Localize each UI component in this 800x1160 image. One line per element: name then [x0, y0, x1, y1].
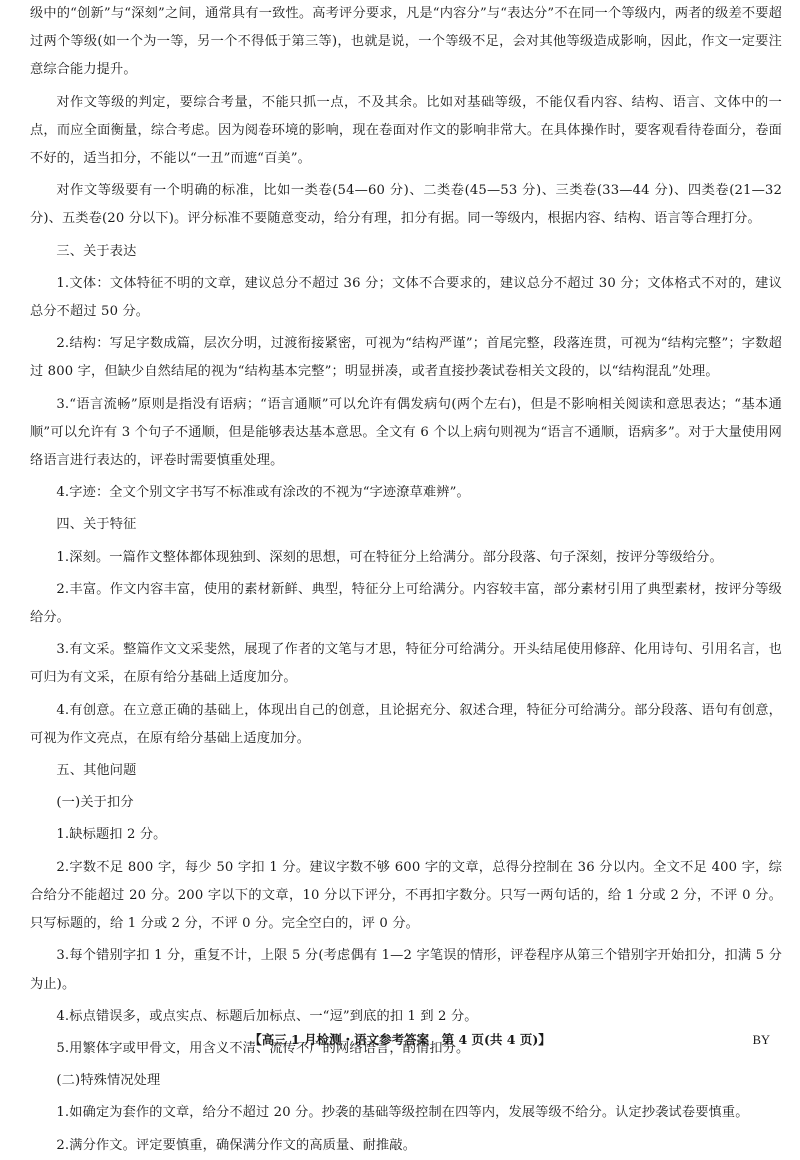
footer-code: BY: [752, 1033, 770, 1047]
footer-page-info: 【高三 1 月检测・语文参考答案 第 4 页(共 4 页)】: [249, 1032, 551, 1047]
subsection-heading-special: (二)特殊情况处理: [56, 1073, 161, 1089]
paragraph-deduction-title: 1.缺标题扣 2 分。: [56, 827, 167, 843]
paragraph-expression-handwriting: 4.字迹：全文个别文字书写不标准或有涂改的不视为“字迹潦草难辨”。: [56, 485, 470, 501]
paragraph-feature-richness: 2.丰富。作文内容丰富，使用的素材新鲜、典型，特征分上可给满分。内容较丰富，部分素材引用了典型素材，按评分等级给分。: [30, 581, 782, 626]
paragraph-deduction-wordcount: 2.字数不足 800 字，每少 50 字扣 1 分。建议字数不够 600 字的文章，总得分控制在 36 分以内。全文不足 400 字，综合给分不能超过 20 分。200 字以下的文章，10 分以下评分，不再扣字数分。只写一两句话的，给 1 分或 2 分，不评 0 分。只写标题的，给 1 分或 2 分，不评 0 分。完全空白的，评 0 分。: [30, 859, 782, 932]
paragraph-deduction-typos: 3.每个错别字扣 1 分，重复不计，上限 5 分(考虑偶有 1—2 字笔误的情形，评卷程序从第三个错别字开始扣分，扣满 5 分为止)。: [30, 948, 782, 992]
paragraph-deduction-traditional: 5.用繁体字或甲骨文，用含义不清、流传不广的网络语言，酌情扣分。: [56, 1040, 470, 1056]
paragraph-expression-genre: 1.文体：文体特征不明的文章，建议总分不超过 36 分；文体不合要求的，建议总分不超过 30 分；文体格式不对的，建议总分不超过 50 分。: [30, 275, 782, 320]
paragraph-continuation: 级中的“创新”与“深刻”之间，通常具有一致性。高考评分要求，凡是“内容分”与“表达分”不在同一个等级内，两者的级差不要超过两个等级(如一个为一等，另一个不得低于第三等)，也就是说，一个等级不足，会对其他等级造成影响，因此，作文一定要注意综合能力提升。: [30, 6, 782, 78]
paragraph-grade-standard: 对作文等级要有一个明确的标准，比如一类卷(54—60 分)、二类卷(45—53 分)、三类卷(33—44 分)、四类卷(21—32 分)、五类卷(20 分以下)。评分标准不要随意变动，给分有理，扣分有据。同一等级内，根据内容、结构、语言等合理打分。: [30, 183, 782, 227]
paragraph-feature-depth: 1.深刻。一篇作文整体都体现独到、深刻的思想，可在特征分上给满分。部分段落、句子深刻，按评分等级给分。: [56, 549, 723, 565]
paragraph-feature-literary: 3.有文采。整篇作文文采斐然，展现了作者的文笔与才思，特征分可给满分。开头结尾使用修辞、化用诗句、引用名言，也可归为有文采，在原有给分基础上适度加分。: [30, 642, 782, 686]
paragraph-special-fullmark: 2.满分作文。评定要慎重，确保满分作文的高质量、耐推敲。: [56, 1137, 417, 1153]
subsection-heading-deductions: (一)关于扣分: [56, 795, 134, 811]
paragraph-expression-language: 3.“语言流畅”原则是指没有语病；“语言通顺”可以允许有偶发病句(两个左右)，但是不影响相关阅读和意思表达；“基本通顺”可以允许有 3 个句子不通顺，但是能够表达基本意思。全文有 6 个以上病句则视为“语言不通顺，语病多”。对于大量使用网络语言进行表达的，评卷时需要慎重处理。: [30, 396, 782, 469]
section-heading-features: 四、关于特征: [56, 517, 137, 533]
paragraph-expression-structure: 2.结构：写足字数成篇，层次分明，过渡衔接紧密，可视为“结构严谨”；首尾完整，段落连贯，可视为“结构完整”；字数超过 800 字，但缺少自然结尾的视为“结构基本完整”；明显拼凑，或者直接抄袭试卷相关文段的，以“结构混乱”处理。: [30, 336, 782, 380]
paragraph-deduction-punctuation: 4.标点错误多，或点实点、标题后加标点、一“逗”到底的扣 1 到 2 分。: [56, 1008, 478, 1024]
section-heading-expression: 三、关于表达: [56, 243, 137, 259]
paragraph-feature-creativity: 4.有创意。在立意正确的基础上，体现出自己的创意，且论据充分、叙述合理，特征分可给满分。部分段落、语句有创意，可视为作文亮点，在原有给分基础上适度加分。: [30, 702, 782, 746]
section-heading-other: 五、其他问题: [56, 763, 137, 779]
document-body: [30, 0, 782, 1160]
paragraph-grade-judgment: 对作文等级的判定，要综合考量，不能只抓一点，不及其余。比如对基础等级，不能仅看内容、结构、语言、文体中的一点，而应全面衡量，综合考虑。因为阅卷环境的影响，现在卷面对作文的影响非常大。在具体操作时，要客观看待卷面分，卷面不好的，适当扣分，不能以“一丑”而遮“百美”。: [30, 94, 782, 167]
page-footer: [0, 1030, 800, 1050]
paragraph-special-template: 1.如确定为套作的文章，给分不超过 20 分。抄袭的基础等级控制在四等内，发展等级不给分。认定抄袭试卷要慎重。: [56, 1105, 749, 1121]
